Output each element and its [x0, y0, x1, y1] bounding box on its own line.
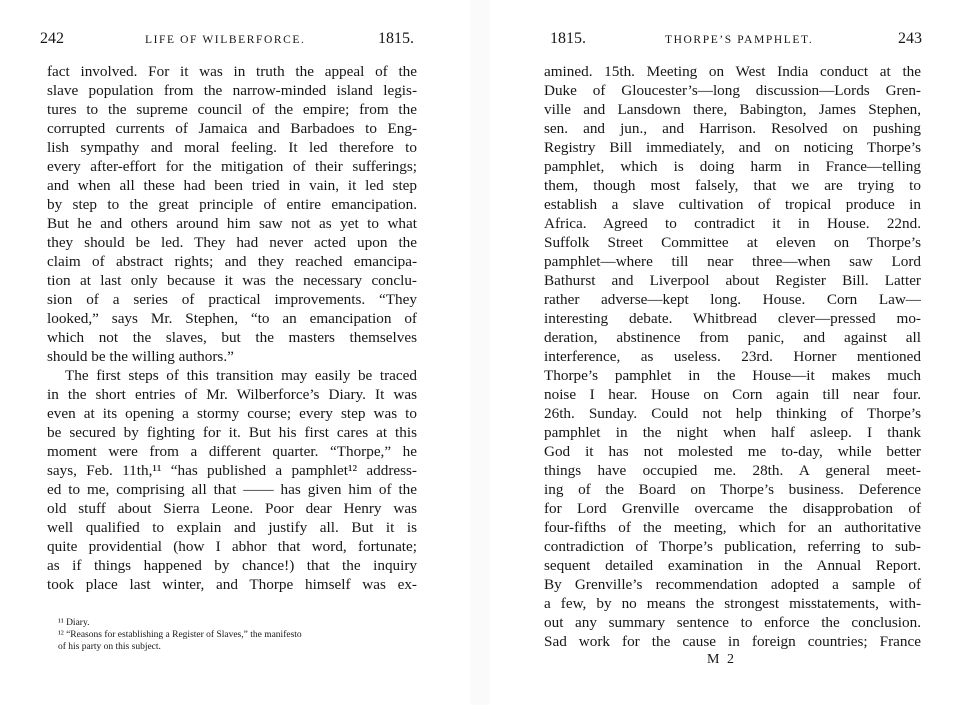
text-line: be secured by fighting for it. But his first cares at this: [47, 424, 417, 441]
text-line: interesting debate. Whitbread clever—pressed mo-: [544, 310, 921, 327]
text-line: Suffolk Street Committee at eleven on Thorpe’s: [544, 234, 921, 251]
text-line: every after-effort for the mitigation of their sufferings;: [47, 158, 417, 175]
text-line: Bathurst and Liverpool about Register Bill. Latter: [544, 272, 921, 289]
text-line: them, though most falsely, that we are trying to: [544, 177, 921, 194]
page-number: 243: [898, 30, 922, 47]
left-page-header: [0, 30, 470, 50]
text-line: ing of the Board on Thorpe’s business. Deference: [544, 481, 921, 498]
text-line: quite providential (how I abhor that word, fortunate;: [47, 538, 417, 555]
text-line: well qualified to explain and justify all. But it is: [47, 519, 417, 536]
text-line: took place last winter, and Thorpe himself was ex-: [47, 576, 417, 593]
text-line: pamphlet in the night when half asleep. I thank: [544, 424, 921, 441]
text-line: noise I hear. House on Corn again till near four.: [544, 386, 921, 403]
text-line: for Lord Grenville overcame the disapprobation of: [544, 500, 921, 517]
text-line: Duke of Gloucester’s—long discussion—Lords Gren-: [544, 82, 921, 99]
running-title: THORPE’S PAMPHLET.: [665, 34, 814, 46]
text-line: things have occupied me. 28th. A general meet-: [544, 462, 921, 479]
text-line: rather adverse—kept long. House. Corn Law—: [544, 291, 921, 308]
text-line: claim of abstract rights; and they reached emancipa-: [47, 253, 417, 270]
text-line: should be the willing authors.”: [47, 348, 234, 365]
text-line: looked,” says Mr. Stephen, “to an emancipation of: [47, 310, 417, 327]
footnote-line: of his party on this subject.: [58, 642, 161, 652]
text-line: as if things happened by chance!) that the inquiry: [47, 557, 417, 574]
book-gutter: [470, 0, 490, 705]
year-heading: 1815.: [550, 30, 586, 47]
right-page-header: [490, 30, 980, 50]
text-line: Sad work for the cause in foreign countries; France: [544, 633, 921, 650]
text-line: sequent detailed examination in the Annual Report.: [544, 557, 921, 574]
text-line: By Grenville’s recommendation adopted a sample of: [544, 576, 921, 593]
text-line: Africa. Agreed to contradict it in House. 22nd.: [544, 215, 921, 232]
text-line: tion at last only because it was the necessary conclu-: [47, 272, 417, 289]
right-page: [490, 0, 980, 705]
text-line: pamphlet, which is doing harm in France—telling: [544, 158, 921, 175]
text-line: pamphlet—where till near three—when saw Lord: [544, 253, 921, 270]
text-line: But he and others around him saw not as yet to what: [47, 215, 417, 232]
text-line: lish sympathy and moral feeling. It led therefore to: [47, 139, 417, 156]
text-line: slave population from the narrow-minded island legis-: [47, 82, 417, 99]
text-line: says, Feb. 11th,¹¹ “has published a pamphlet¹² address-: [47, 462, 417, 479]
text-line: interference, as useless. 23rd. Horner mentioned: [544, 348, 921, 365]
text-line: Registry Bill immediately, and on noticing Thorpe’s: [544, 139, 921, 156]
page-number: 242: [40, 30, 64, 47]
text-line: and when all these had been tried in vain, it led step: [47, 177, 417, 194]
text-line: 26th. Sunday. Could not help thinking of Thorpe’s: [544, 405, 921, 422]
text-line: ed to me, comprising all that —— has given him of the: [47, 481, 417, 498]
text-line: Thorpe’s pamphlet in the House—it makes much: [544, 367, 921, 384]
text-line: even at its opening a stormy course; every step was to: [47, 405, 417, 422]
text-line: out any summary sentence to enforce the conclusion.: [544, 614, 921, 631]
year-heading: 1815.: [378, 30, 414, 47]
text-line: God it has not molested me to-day, while better: [544, 443, 921, 460]
text-line: amined. 15th. Meeting on West India conduct at the: [544, 63, 921, 80]
text-line: a few, by no means the strongest misstatements, with-: [544, 595, 921, 612]
signature-mark: M 2: [707, 652, 736, 667]
text-line: moment were from a different quarter. “Thorpe,” he: [47, 443, 417, 460]
footnote-line: ¹² “Reasons for establishing a Register of Slaves,” the manifesto: [58, 630, 302, 640]
text-line: in the short entries of Mr. Wilberforce’s Diary. It was: [47, 386, 417, 403]
text-line: by step to the great principle of entire emancipation.: [47, 196, 417, 213]
text-line: which not the slaves, but the masters themselves: [47, 329, 417, 346]
text-line: fact involved. For it was in truth the appeal of the: [47, 63, 417, 80]
text-line: sion of a series of practical improvements. “They: [47, 291, 417, 308]
text-line: ville and Lansdown there, Babington, James Stephen,: [544, 101, 921, 118]
text-line: contradiction of Thorpe’s publication, referring to sub-: [544, 538, 921, 555]
text-line: sen. and jun., and Harrison. Resolved on pushing: [544, 120, 921, 137]
running-title: LIFE OF WILBERFORCE.: [145, 34, 306, 46]
text-line: establish a slave cultivation of tropical produce in: [544, 196, 921, 213]
left-page: [0, 0, 470, 705]
text-line: deration, abstinence from panic, and against all: [544, 329, 921, 346]
footnote-line: ¹¹ Diary.: [58, 618, 90, 628]
text-line: they should be led. They had never acted upon the: [47, 234, 417, 251]
text-line: corrupted currents of Jamaica and Barbadoes to Eng-: [47, 120, 417, 137]
text-line: The first steps of this transition may easily be traced: [65, 367, 417, 384]
text-line: four-fifths of the meeting, which for an authoritative: [544, 519, 921, 536]
text-line: tures to the supreme council of the empire; from the: [47, 101, 417, 118]
text-line: old stuff about Sierra Leone. Poor dear Henry was: [47, 500, 417, 517]
